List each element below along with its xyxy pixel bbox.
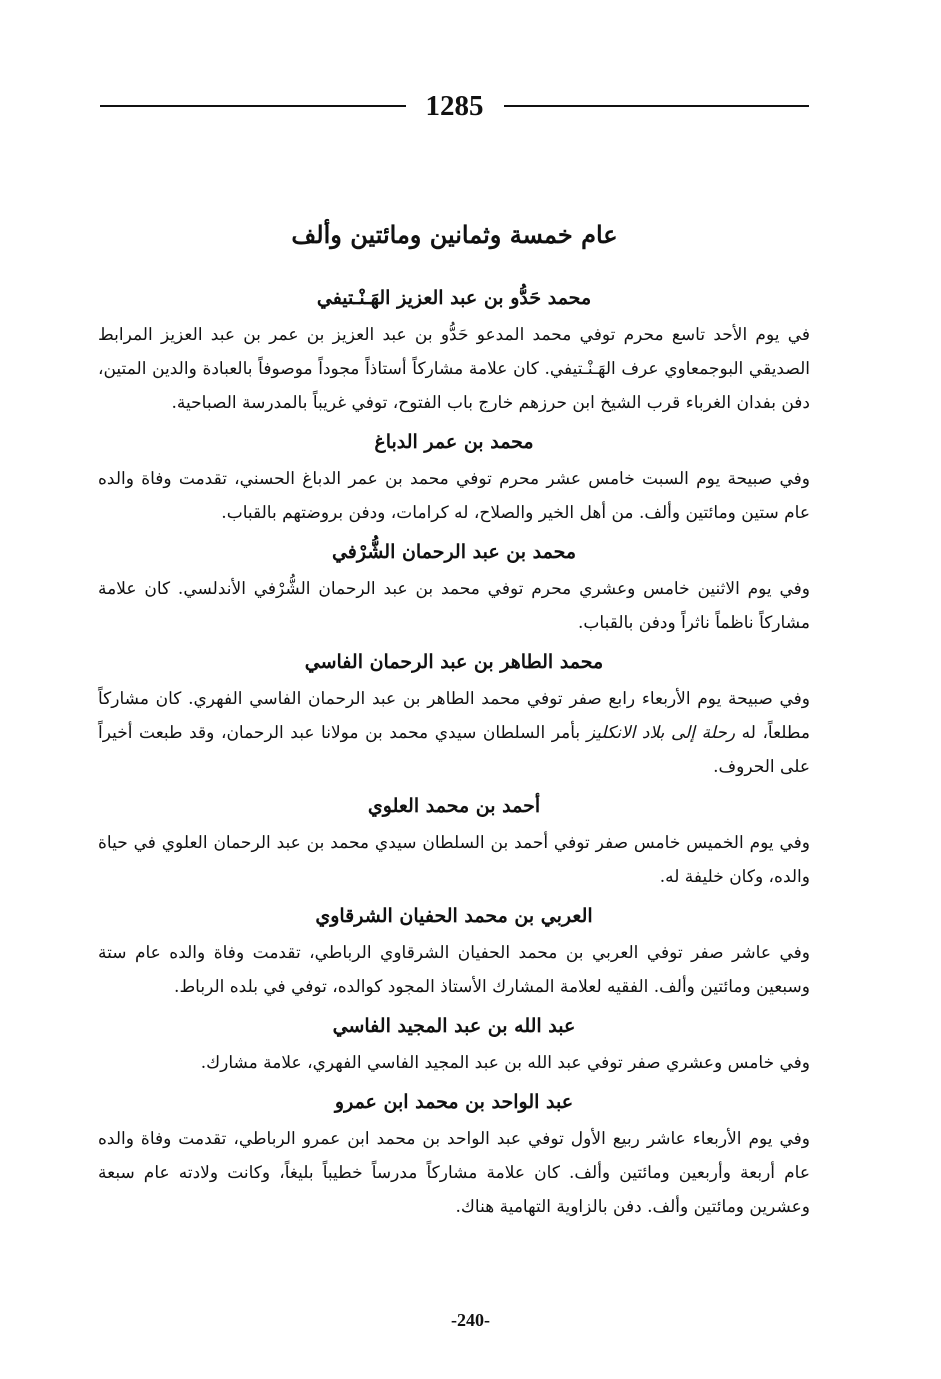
entry-4-name: محمد الطاهر بن عبد الرحمان الفاسي	[304, 651, 604, 673]
entry-8-text: وفي يوم الأربعاء عاشر ربيع الأول توفي عبد الواحد بن محمد ابن عمرو الرباطي، تقدمت وفاة والده عام أربعة وأربعين ومائتين وألف. كان علامة مشاركاً مدرساً خطيباً بليغاً، وكانت ولادته عام سبعة وعشرين ومائتين وألف. دفن بالزاوية التهامية هناك.	[98, 1129, 810, 1217]
entry-3-text: وفي يوم الاثنين خامس وعشري محرم توفي محمد بن عبد الرحمان الشُّرْفي الأندلسي. كان علامة مشاركاً ناظماً ناثراً ودفن بالقباب.	[98, 579, 810, 633]
page-number: 1285	[425, 90, 484, 122]
entry-3-name: محمد بن عبد الرحمان الشُّرْفي	[331, 541, 577, 563]
entry-7-name: عبد الله بن عبد المجيد الفاسي	[332, 1015, 576, 1037]
entry-1-name: محمد حَدُّو بن عبد العزيز الهَـنْـتيفي	[316, 287, 592, 309]
entry-1-text: في يوم الأحد تاسع محرم توفي محمد المدعو حَدُّو بن عبد العزيز بن عمر بن عبد العزيز المرابط الصديقي البوجمعاوي عرف الهَـنْـتيفي. كان علامة مشاركاً أستاذاً مجوداً موصوفاً بالعبادة والدين المتين، دفن بفدان الغرباء قرب الشيخ ابن حرزهم خارج باب الفتوح، توفي غريباً بالمدرسة الصباحية.	[98, 325, 810, 413]
page-header	[100, 88, 809, 124]
entry-8-name: عبد الواحد بن محمد ابن عمرو	[334, 1091, 574, 1113]
header-rule-left	[100, 105, 406, 107]
header-rule-right	[504, 105, 810, 107]
entry-2-name: محمد بن عمر الدباغ	[374, 431, 534, 453]
page-footer-number: -240-	[451, 1310, 490, 1330]
entry-2-text: وفي صبيحة يوم السبت خامس عشر محرم توفي محمد بن عمر الدباغ الحسني، تقدمت وفاة والده عام ستين ومائتين وألف. من أهل الخير والصلاح، له كرامات، ودفن بروضتهم بالقباب.	[98, 469, 810, 523]
entry-4-text-after: بأمر السلطان سيدي محمد بن مولانا عبد الرحمان، وقد طبعت أخيراً على الحروف.	[98, 723, 810, 777]
entry-5-name: أحمد بن محمد العلوي	[367, 795, 541, 817]
entry-7-text: وفي خامس وعشري صفر توفي عبد الله بن عبد المجيد الفاسي الفهري، علامة مشارك.	[200, 1053, 810, 1073]
page-body	[98, 282, 810, 1224]
book-title: رحلة إلى بلاد الانكليز	[586, 723, 736, 743]
entry-6-text: وفي عاشر صفر توفي العربي بن محمد الحفيان الشرقاوي الرباطي، تقدمت وفاة والده عام ستة وسبعين ومائتين وألف. الفقيه لعلامة المشارك الأستاذ المجود كوالده، توفي في بلده الرباط.	[98, 943, 810, 997]
entry-4-text-before: وفي صبيحة يوم الأربعاء رابع صفر توفي محمد الطاهر بن عبد الرحمان الفاسي الفهري. كان مشاركاً مطلعاً، له	[98, 689, 810, 743]
entry-6-name: العربي بن محمد الحفيان الشرقاوي	[315, 905, 593, 927]
entry-4-text	[98, 682, 810, 784]
entry-5-text: وفي يوم الخميس خامس صفر توفي أحمد بن السلطان سيدي محمد بن عبد الرحمان العلوي في حياة والده، وكان خليفة له.	[98, 833, 810, 887]
chapter-title: عام خمسة وثمانين ومائتين وألف	[291, 220, 618, 250]
